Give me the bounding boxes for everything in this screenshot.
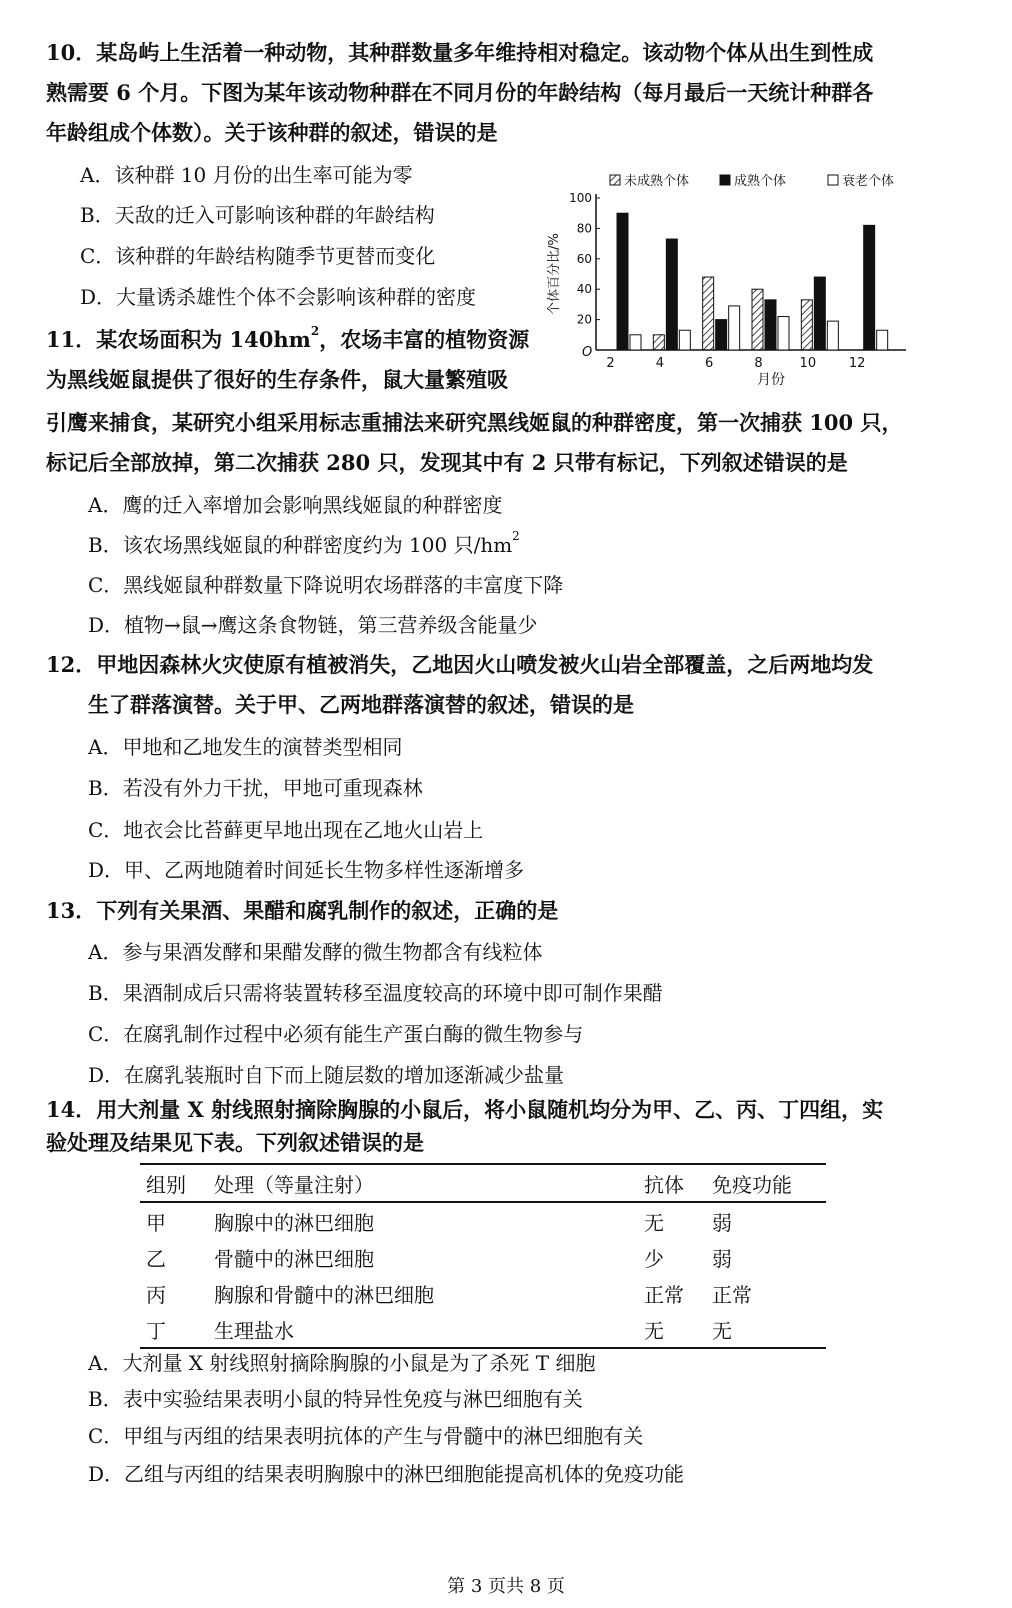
- bar-未成熟个体-6: [703, 277, 714, 350]
- bar-衰老个体-10: [827, 321, 838, 350]
- q11-option-d: D．植物→鼠→鹰这条食物链，第三营养级含能量少: [88, 613, 538, 637]
- x-tick-label: 10: [799, 356, 817, 371]
- q14-stem-line-2: 验处理及结果见下表。下列叙述错误的是: [46, 1130, 424, 1155]
- bar-未成熟个体-10: [801, 300, 812, 350]
- table-row: [140, 1311, 826, 1348]
- q14-option-d: D．乙组与丙组的结果表明胸腺中的淋巴细胞能提高机体的免疫功能: [88, 1462, 685, 1486]
- cell: 生理盐水: [214, 1318, 294, 1343]
- x-tick-label: 4: [655, 356, 664, 371]
- legend-swatch-成熟个体: [720, 175, 730, 185]
- col-immune-function: 免疫功能: [712, 1172, 792, 1197]
- legend-label: 衰老个体: [842, 174, 895, 189]
- q12-option-d: D．甲、乙两地随着时间延长生物多样性逐渐增多: [88, 858, 525, 882]
- cell: 无: [712, 1318, 732, 1343]
- y-axis-label: 个体百分比/%: [547, 233, 562, 315]
- cell: 骨髓中的淋巴细胞: [214, 1246, 374, 1271]
- q11-option-c: C．黑线姬鼠种群数量下降说明农场群落的丰富度下降: [88, 573, 564, 597]
- cell: 丙: [146, 1282, 166, 1307]
- bar-成熟个体-6: [716, 320, 727, 350]
- bar-成熟个体-8: [765, 300, 776, 350]
- q14-option-a: A．大剂量 X 射线照射摘除胸腺的小鼠是为了杀死 T 细胞: [88, 1351, 596, 1375]
- bar-成熟个体-2: [617, 213, 628, 350]
- bar-衰老个体-4: [679, 330, 690, 350]
- table-row: [140, 1202, 826, 1239]
- q11-stem-line-1: 11．某农场面积为 $140hm^2$，农场丰富的植物资源: [46, 324, 530, 352]
- col-antibody: 抗体: [644, 1172, 684, 1197]
- q14-option-b: B．表中实验结果表明小鼠的特异性免疫与淋巴细胞有关: [88, 1387, 583, 1411]
- legend-swatch-衰老个体: [828, 175, 838, 185]
- q13-option-d: D．在腐乳装瓶时自下而上随层数的增加逐渐减少盐量: [88, 1063, 565, 1087]
- x-tick-label: 8: [754, 356, 763, 371]
- q10-option-c: C．该种群的年龄结构随季节更替而变化: [80, 244, 436, 268]
- q12-option-b: B．若没有外力干扰，甲地可重现森林: [88, 776, 423, 800]
- chart-legend: [610, 173, 894, 189]
- cell: 丁: [146, 1318, 166, 1343]
- bar-衰老个体-8: [778, 317, 789, 350]
- cell: 无: [644, 1318, 664, 1343]
- cell: 正常: [644, 1282, 684, 1307]
- table-row: [140, 1275, 826, 1311]
- bar-成熟个体-4: [666, 239, 677, 350]
- q10-option-d: D．大量诱杀雄性个体不会影响该种群的密度: [80, 285, 477, 309]
- x-tick-label: 6: [705, 356, 714, 371]
- y-tick-label: 100: [569, 191, 592, 205]
- q11-option-b: B．该农场黑线姬鼠的种群密度约为 100 只$/hm^2$: [88, 529, 520, 557]
- q13-stem: 13．下列有关果酒、果醋和腐乳制作的叙述，正确的是: [46, 898, 559, 923]
- table-row: [140, 1239, 826, 1275]
- q13-option-b: B．果酒制成后只需将装置转移至温度较高的环境中即可制作果醋: [88, 981, 663, 1005]
- page-footer: 第 3 页共 8 页: [447, 1576, 565, 1597]
- origin-label: O: [582, 345, 593, 360]
- q12-stem-line-1: 12．甲地因森林火灾使原有植被消失，乙地因火山喷发被火山岩全部覆盖，之后两地均发: [46, 652, 874, 677]
- q12-option-a: A．甲地和乙地发生的演替类型相同: [88, 735, 403, 759]
- col-treatment: 处理（等量注射）: [214, 1172, 374, 1197]
- table-header-row: [140, 1164, 826, 1202]
- q10-stem-line-3: 年龄组成个体数）。关于该种群的叙述，错误的是: [46, 120, 498, 145]
- experiment-table: [140, 1163, 826, 1349]
- q11-stem-line-2: 为黑线姬鼠提供了很好的生存条件，鼠大量繁殖吸: [46, 367, 508, 392]
- x-axis-label: 月份: [757, 372, 785, 388]
- q13-option-a: A．参与果酒发酵和果醋发酵的微生物都含有线粒体: [88, 940, 543, 964]
- q13-option-c: C．在腐乳制作过程中必须有能生产蛋白酶的微生物参与: [88, 1022, 584, 1046]
- y-tick-label: 40: [576, 282, 592, 297]
- col-group: 组别: [146, 1172, 186, 1197]
- y-tick-label: 20: [576, 312, 592, 327]
- q11-option-a: A．鹰的迁入率增加会影响黑线姬鼠的种群密度: [88, 493, 503, 517]
- q10-option-b: B．天敌的迁入可影响该种群的年龄结构: [80, 203, 435, 227]
- chart-plot: [546, 191, 906, 388]
- x-tick-label: 12: [848, 356, 866, 371]
- cell: 弱: [712, 1210, 732, 1235]
- q11-stem-line-4: 标记后全部放掉，第二次捕获 280 只，发现其中有 2 只带有标记，下列叙述错误的是: [46, 450, 848, 475]
- bar-衰老个体-2: [630, 335, 641, 350]
- age-structure-chart: [538, 168, 938, 400]
- q14-stem-line-1: 14．用大剂量 X 射线照射摘除胸腺的小鼠后，将小鼠随机均分为甲、乙、丙、丁四组，实: [46, 1097, 884, 1122]
- legend-swatch-未成熟个体: [610, 175, 620, 185]
- bar-成熟个体-10: [814, 277, 825, 350]
- cell: 乙: [146, 1246, 166, 1271]
- q11-stem-line-3: 引鹰来捕食，某研究小组采用标志重捕法来研究黑线姬鼠的种群密度，第一次捕获 100 只，: [46, 410, 903, 435]
- q10-option-a: A．该种群 10 月份的出生率可能为零: [80, 163, 413, 187]
- cell: 无: [644, 1210, 664, 1235]
- cell: 弱: [712, 1246, 732, 1271]
- y-tick-label: 80: [576, 221, 592, 236]
- legend-label: 成熟个体: [734, 174, 787, 189]
- legend-label: 未成熟个体: [624, 174, 690, 189]
- bar-衰老个体-12: [877, 330, 888, 350]
- y-tick-label: 60: [576, 251, 592, 266]
- cell: 胸腺中的淋巴细胞: [214, 1210, 374, 1235]
- bar-成熟个体-12: [864, 225, 875, 350]
- q14-option-c: C．甲组与丙组的结果表明抗体的产生与骨髓中的淋巴细胞有关: [88, 1424, 644, 1448]
- q10-stem-line-2: 熟需要 6 个月。下图为某年该动物种群在不同月份的年龄结构（每月最后一天统计种群各: [46, 80, 874, 105]
- q12-option-c: C．地衣会比苔藓更早地出现在乙地火山岩上: [88, 818, 484, 842]
- cell: 少: [644, 1246, 664, 1271]
- bar-未成熟个体-8: [752, 289, 763, 350]
- cell: 胸腺和骨髓中的淋巴细胞: [214, 1282, 434, 1307]
- bar-未成熟个体-4: [653, 335, 664, 350]
- bar-衰老个体-6: [729, 306, 740, 350]
- q12-stem-line-2: 生了群落演替。关于甲、乙两地群落演替的叙述，错误的是: [88, 692, 634, 717]
- x-tick-label: 2: [606, 356, 615, 371]
- cell: 甲: [146, 1210, 166, 1235]
- q10-stem-line-1: 10．某岛屿上生活着一种动物，其种群数量多年维持相对稳定。该动物个体从出生到性成: [46, 40, 874, 65]
- cell: 正常: [712, 1282, 752, 1307]
